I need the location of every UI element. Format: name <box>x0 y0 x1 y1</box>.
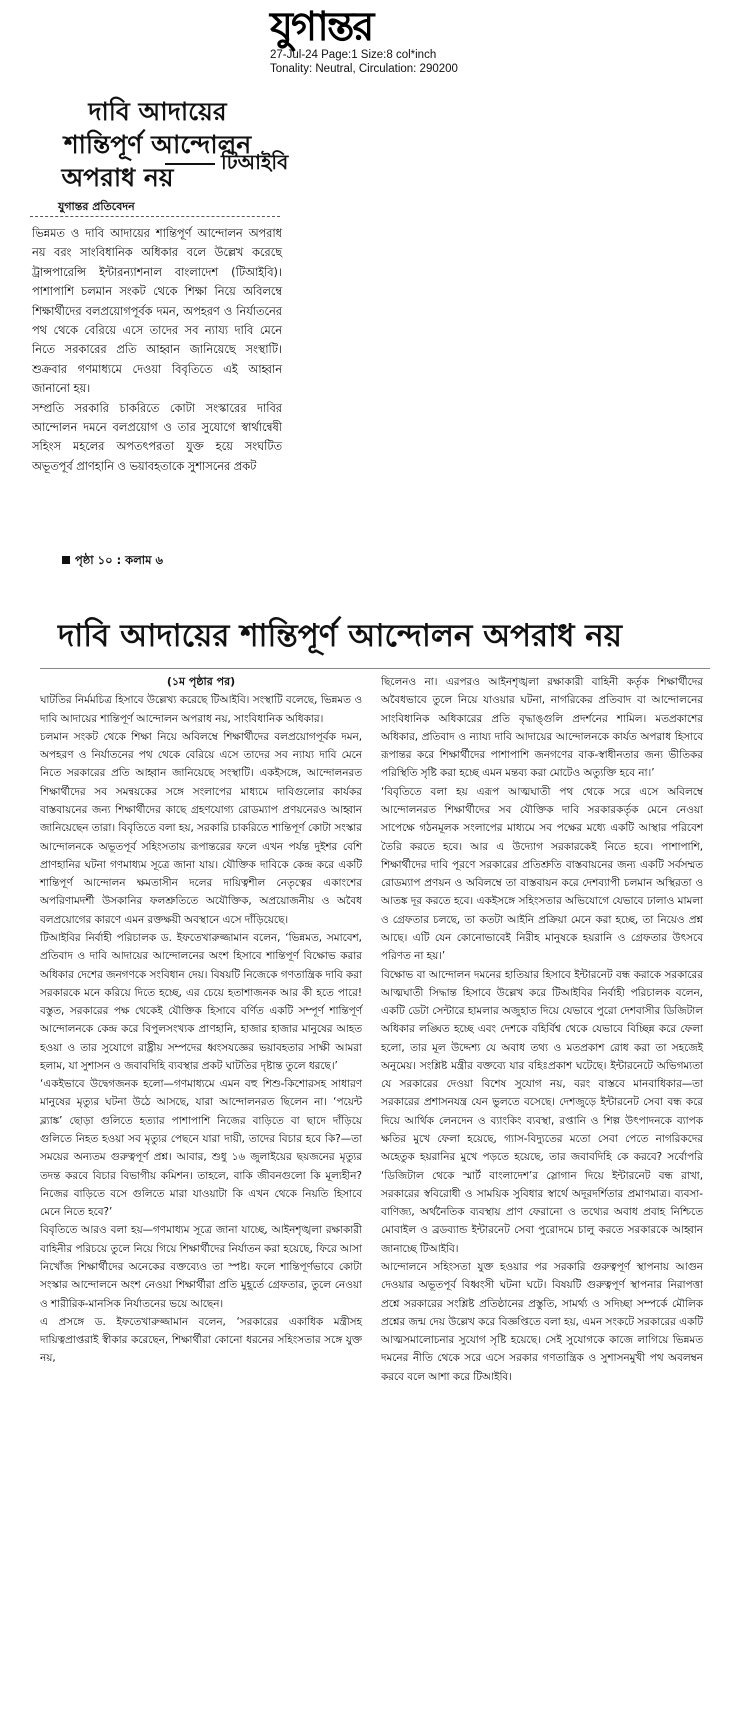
article-column-right <box>381 673 703 1386</box>
source-label: টিআইবি <box>221 150 289 174</box>
headline-line-3: অপরাধ নয় <box>61 163 174 192</box>
headline-source <box>165 148 288 181</box>
article-paragraph: চলমান সংকট থেকে শিক্ষা নিয়ে অবিলম্বে শিক্ষার্থীদের বলপ্রয়োগপূর্বক দমন, অপহরণ ও নির্যাতনের পথ থেকে বেরিয়ে এসে তাদের সব ন্যায্য দাবি মেনে নিতে সরকারের প্রতি আহ্বান জানিয়েছে সংস্থাটি। একইসঙ্গে, আন্দোলনরত শিক্ষার্থীদের সব সমন্বয়কের সঙ্গে সংলাপের মাধ্যমে দাবিগুলোর কার্যকর বাস্তবায়নের জন্য শিক্ষার্থীদের কাছে গ্রহণযোগ্য রোডম্যাপ প্রণয়নেরও আহ্বান জানিয়েছেন তারা। বিবৃতিতে বলা হয়, সরকারি চাকরিতে শান্তিপূর্ণ কোটা সংস্কার আন্দোলনকে অভূতপূর্ব সহিংসতায় রূপান্তরের ফলে এখন পর্যন্ত দুইশর বেশি প্রাণহানির ঘটনা গণমাধ্যম সূত্রে জানা যায়। যৌক্তিক দাবিকে কেন্দ্র করে একটি শান্তিপূর্ণ আন্দোলন ক্ষমতাসীন দলের দায়িত্বশীল নেতৃত্বের একাংশের অপরিণামদর্শী উসকানির ফলশ্রুতিতে অযৌক্তিক, অপ্রয়োজনীয় ও অবৈধ বলপ্রয়োগের কারণে এমন রক্তক্ষয়ী অবস্থানে এসে দাঁড়িয়েছে। <box>40 730 362 926</box>
article-paragraph: আন্দোলনে সহিংসতা যুক্ত হওয়ার পর সরকারি গুরুত্বপূর্ণ স্থাপনায় আগুন দেওয়ার অভূতপূর্ব বিধ্বংসী ঘটনা ঘটে। বিষয়টি গুরুত্বপূর্ণ স্থাপনার নিরাপত্তা প্রশ্নে সরকারের সংশ্লিষ্ট প্রতিষ্ঠানের প্রস্তুতি, সামর্থ্য ও সদিচ্ছা সম্পর্কে মৌলিক প্রশ্নের জন্ম দেয় উল্লেখ করে বিজ্ঞপ্তিতে বলা হয়, এমন সংকটে সরকারের একটি আত্মসমালোচনার সুযোগ সৃষ্টি হয়েছে। সেই সুযোগকে কাজে লাগিয়ে ভিন্নমত দমনের নীতি থেকে সরে এসে সরকার গণতান্ত্রিক ও সুশাসনমুখী পথ অবলম্বন করবে বলে আশা করে টিআইবি। <box>381 1261 703 1383</box>
dash-rule <box>165 163 215 165</box>
headline-line-2: শান্তিপূর্ণ আন্দোলন <box>63 130 252 159</box>
article-paragraph: ‘বিবৃতিতে বলা হয় এরূপ আত্মঘাতী পথ থেকে সরে এসে অবিলম্বে আন্দোলনরত শিক্ষার্থীদের সব যৌক্তিক দাবি সরকারকর্তৃক মেনে নেওয়া সাপেক্ষে গঠনমূলক সংলাপের মাধ্যমে সব পক্ষের মধ্যে একটি আস্থার পরিবেশ তৈরি করতে হবে। আর এ উদ্যোগ সরকারকেই নিতে হবে। পাশাপাশি, শিক্ষার্থীদের দাবি পূরণে সরকারের প্রতিশ্রুতি বাস্তবায়নের জন্য একটি সর্বসম্মত রোডম্যাপ প্রণয়ন ও অবিলম্বে তা বাস্তবায়ন করে দেশব্যাপী চলমান অস্থিরতা ও আতঙ্ক দূর করতে হবে। একইসঙ্গে সহিংসতার অভিযোগে যেভাবে ঢালাও মামলা ও গ্রেফতার চলছে, তা কতটা আইনি প্রক্রিয়া মেনে করা হচ্ছে, তা নিয়েও প্রশ্ন আছে। এটি যেন কোনোভাবেই নিরীহ মানুষকে হয়রানি ও গ্রেফতার উৎসবে পরিণত না হয়।’ <box>381 785 703 963</box>
article-paragraph: বিবৃতিতে আরও বলা হয়—গণমাধ্যম সূত্রে জানা যাচ্ছে, আইনশৃঙ্খলা রক্ষাকারী বাহিনীর পরিচয়ে তুলে নিয়ে গিয়ে শিক্ষার্থীদের নির্যাতন করা হয়েছে, ফিরে আসা নিখোঁজ শিক্ষার্থীদের অনেকের বক্তব্যেও তা স্পষ্ট। ফলে শান্তিপূর্ণভাবে কোটা সংস্কার আন্দোলনে অংশ নেওয়া শিক্ষার্থীরা প্রতি মুহূর্তে গ্রেফতার, তুলে নেওয়া ও শারীরিক-মানসিক নির্যাতনের ভয়ে আছেন। <box>40 1224 362 1310</box>
inside-headline: দাবি আদায়ের শান্তিপূর্ণ আন্দোলন অপরাধ নয় <box>58 618 623 654</box>
article-paragraph: টিআইবির নির্বাহী পরিচালক ড. ইফতেখারুজ্জামান বলেন, ‘ভিন্নমত, সমাবেশ, প্রতিবাদ ও দাবি আদায়ের আন্দোলনের অংশ হিসাবে শান্তিপূর্ণ বিক্ষোভ করার অধিকার দেশের জনগণকে সংবিধান দেয়। বিষয়টি নিজেকে গণতান্ত্রিক দাবি করা সরকারকে মনে করিয়ে দিতে হচ্ছে, এর চেয়ে হতাশাজনক আর কী হতে পারে! বস্তুত, সরকারের পক্ষ থেকেই যৌক্তিক হিসাবে বর্ণিত একটি সম্পূর্ণ শান্তিপূর্ণ আন্দোলনকে কেন্দ্র করে বিপুলসংখ্যক প্রাণহানি, হাজার হাজার মানুষের আহত হওয়া ও তার সুযোগে রাষ্ট্রীয় সম্পদের ধ্বংসযজ্ঞের ভয়াবহতার সাক্ষী আমরা হলাম, যা সুশাসন ও জবাবদিহি ব্যবস্থার প্রকট ঘাটতির দৃষ্টান্ত তুলে ধরছে।’ <box>40 931 362 1072</box>
newspaper-logo: যুগান্তর <box>270 3 373 50</box>
article-paragraph: ঘাটতির নির্মমচিত্র হিসাবে উল্লেখ্য করেছে টিআইবি। সংস্থাটি বলেছে, ভিন্নমত ও দাবি আদায়ের শান্তিপূর্ণ আন্দোলন অপরাধ নয়, সাংবিধানিক অধিকার। <box>40 694 362 725</box>
meta-line-tonality: Tonality: Neutral, Circulation: 290200 <box>270 63 458 75</box>
front-body <box>32 224 282 476</box>
article-paragraph: ছিলেনও না। এরপরও আইনশৃঙ্খলা রক্ষাকারী বাহিনী কর্তৃক শিক্ষার্থীদের অবৈধভাবে তুলে নিয়ে যাওয়ার ঘটনা, নাগরিকের প্রতিবাদ বা আন্দোলনের সাংবিধানিক অধিকারের প্রতি বৃদ্ধাঙ্গুলি প্রদর্শনের শামিল। মতপ্রকাশের অধিকার, প্রতিবাদ ও ন্যায্য দাবি আদায়ের আন্দোলনকে কার্যত অপরাধ হিসাবে রূপান্তর করে শিক্ষার্থীদের পাশাপাশি জনগণের বাক-স্বাধীনতার জন্য ভীতিকর পরিস্থিতি সৃষ্টি করা হচ্ছে এমন মন্তব্য করা মোটেও অত্যুক্তি হবে না।’ <box>381 676 703 780</box>
continued-marker <box>62 552 163 571</box>
article-paragraph: এ প্রসঙ্গে ড. ইফতেখারুজ্জামান বলেন, ‘সরকারের একাধিক মন্ত্রীসহ দায়িত্বপ্রাপ্তরাই স্বীকার করেছেন, শিক্ষার্থীরা কোনো ধরনের সহিংসতার সঙ্গে যুক্ত নয়, <box>40 1315 362 1365</box>
article-paragraph: ‘একইভাবে উদ্বেগজনক হলো—গণমাধ্যমে এমন বহু শিশু-কিশোরসহ সাধারণ মানুষের মৃত্যুর ঘটনা উঠে আসছে, যারা আন্দোলনরত ছিলেন না। ‘পয়েন্ট ব্ল্যাঙ্ক’ ছোড়া গুলিতে হত্যার পাশাপাশি নিজের বাড়িতে বা ছাদে দাঁড়িয়ে গুলিতে নিহত হওয়া সব মৃত্যুর পেছনে যারা দায়ী, তাদের বিচার হবে কি?—তা সময়ের অন্যতম গুরুত্বপূর্ণ প্রশ্ন। আবার, শুধু ১৬ জুলাইয়ের ছয়জনের মৃত্যুর তদন্ত করবে বিচার বিভাগীয় কমিশন। তাহলে, বাকি জীবনগুলো কি মূল্যহীন? নিজের বাড়িতে বসে গুলিতে মারা যাওয়াটা কি এখন থেকে নিয়তি হিসাবে মেনে নিতে হবে?’ <box>40 1078 362 1219</box>
article-paragraph: বিক্ষোভ বা আন্দোলন দমনের হাতিয়ার হিসাবে ইন্টারনেট বন্ধ করাকে সরকারের আত্মঘাতী সিদ্ধান্ত হিসাবে উল্লেখ করে টিআইবির নির্বাহী পরিচালক বলেন, একটি ডেটা সেন্টারে হামলার অজুহাত দিয়ে যেভাবে পুরো দেশবাসীর ডিজিটাল অধিকার লঙ্ঘিত হচ্ছে এবং দেশকে বহির্বিশ্ব থেকে যেভাবে বিচ্ছিন্ন করে ফেলা হলো, তার মূল উদ্দেশ্য যে অবাধ তথ্য ও মতপ্রকাশ রোধ করা তা সহজেই অনুমেয়। সংশ্লিষ্ট মন্ত্রীর বক্তব্যে যার বহিঃপ্রকাশ ঘটেছে। ইন্টারনেটে অভিগম্যতা যে সরকারের দেওয়া বিশেষ সুযোগ নয়, বরং বাস্তবে মানবাধিকার—তা সরকারের প্রশাসনযন্ত্র যেন ভুলতে বসেছে। দেশজুড়ে ইন্টারনেট সেবা বন্ধ করে দিয়ে আর্থিক লেনদেন ও ব্যাংকিং ব্যবস্থা, রপ্তানি ও শিল্প উৎপাদনকে ব্যাপক ক্ষতির মুখে ফেলা হয়েছে, গ্যাস-বিদ্যুতের মতো সেবা পেতে নাগরিকদের অহেতুক হয়রানির মুখে পড়তে হয়েছে, তার জবাবদিহি কে করবে? সর্বোপরি ‘ডিজিটাল থেকে স্মার্ট বাংলাদেশ’র স্লোগান দিয়ে ইন্টারনেট বন্ধ রাখা, সরকারের স্ববিরোধী ও সাময়িক সুবিধার স্বার্থে অদূরদর্শিতার প্রমাণমাত্র। ব্যবসা-বাণিজ্য, অর্থনৈতিক ব্যবস্থায় প্রাণ ফেরানো ও তথ্যের অবাধ প্রবাহ নিশ্চিতে মোবাইল ও ব্রডব্যান্ড ইন্টারনেট সেবা পুরোদমে চালু করতে সরকারকে আহ্বান জানাচ্ছে টিআইবি। <box>381 968 703 1255</box>
reporter-byline: যুগান্তর প্রতিবেদন <box>58 200 135 213</box>
square-bullet-icon <box>62 556 70 564</box>
front-paragraph: ভিন্নমত ও দাবি আদায়ের শান্তিপূর্ণ আন্দোলন অপরাধ নয় বরং সাংবিধানিক অধিকার বলে উল্লেখ করেছে ট্রান্সপারেন্সি ইন্টারন্যাশনাল বাংলাদেশ (টিআইবি)। পাশাপাশি চলমান সংকট থেকে শিক্ষা নিয়ে অবিলম্বে শিক্ষার্থীদের বলপ্রয়োগপূর্বক দমন, অপহরণ ও নির্যাতনের পথ থেকে বেরিয়ে এসে তাদের সব ন্যায্য দাবি মেনে নিতে সরকারের প্রতি আহ্বান জানিয়েছে সংস্থাটি। শুক্রবার গণমাধ্যমে দেওয়া বিবৃতিতে এই আহ্বান জানানো হয়। <box>32 227 282 396</box>
byline-divider <box>30 216 280 217</box>
continued-label: পৃষ্ঠা ১০ : কলাম ৬ <box>75 553 163 567</box>
continuation-subhead: (১ম পৃষ্ঠার পর) <box>166 675 236 688</box>
front-paragraph: সম্প্রতি সরকারি চাকরিতে কোটা সংস্কারের দাবির আন্দোলন দমনে বলপ্রয়োগ ও তার সুযোগে স্বার্থান্বেষী সহিংস মহলের অপতৎপরতা যুক্ত হয়ে সংঘটিত অভূতপূর্ব প্রাণহানি ও ভয়াবহতাকে সুশাসনের প্রকট <box>32 401 282 473</box>
clipping-meta <box>270 48 458 76</box>
headline-line-1: দাবি আদায়ের <box>88 97 227 126</box>
article-column-left <box>40 673 362 1368</box>
meta-line-page: 27-Jul-24 Page:1 Size:8 col*inch <box>270 49 437 61</box>
headline-rule <box>40 668 710 669</box>
